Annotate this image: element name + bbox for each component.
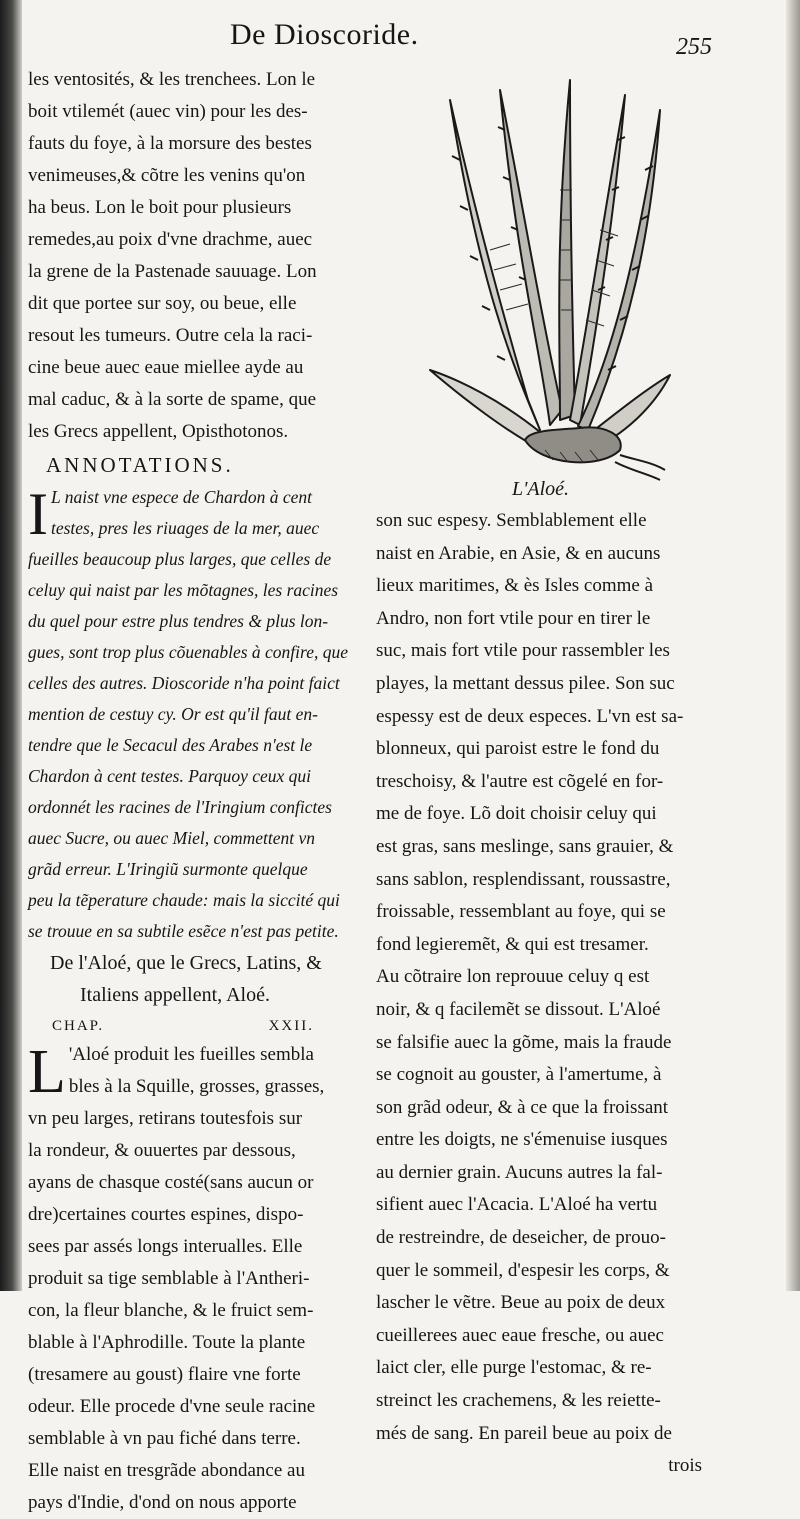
text-line: lieux maritimes, & ès Isles comme à [376, 575, 654, 597]
text-line: les Grecs appellent, Opisthotonos. [28, 421, 289, 442]
text-line: playes, la mettant dessus pilee. Son suc [376, 672, 675, 694]
text-line: au dernier grain. Aucuns autres la fal- [376, 1161, 663, 1183]
text-line: suc, mais fort vtile pour rassembler les [376, 640, 670, 662]
annotation-line: tendre que le Secacul des Arabes n'est le [28, 735, 313, 755]
text-line: odeur. Elle procede d'vne seule racine [28, 1396, 316, 1417]
chapter-number-line [28, 1011, 362, 1039]
text-line: les ventosités, & les trenchees. Lon le [28, 69, 316, 90]
annotation-line: auec Sucre, ou auec Miel, commettent vn [28, 828, 316, 848]
text-line: Au cõtraire lon reprouue celuy q est [376, 966, 650, 988]
text-line: laict cler, elle purge l'estomac, & re- [376, 1357, 652, 1379]
left-column [28, 64, 362, 1519]
text-line: sans sablon, resplendissant, roussastre, [376, 868, 671, 890]
text-line: froissable, ressemblant au foye, qui se [376, 901, 666, 923]
text-line: més de sang. En pareil beue au poix de [376, 1422, 672, 1444]
text-line: remedes,au poix d'vne drachme, auec [28, 229, 313, 250]
annotation-line: Chardon à cent testes. Parquoy ceux qui [28, 766, 312, 786]
book-gutter-shadow [0, 0, 22, 1291]
text-line: blonneux, qui paroist estre le fond du [376, 738, 660, 760]
chapter-paragraph [28, 1039, 362, 1519]
text-line: resout les tumeurs. Outre cela la raci- [28, 325, 313, 346]
text-line: sees par assés longs interualles. Elle [28, 1236, 303, 1257]
annotation-line: mention de cestuy cy. Or est qu'il faut en- [28, 704, 318, 724]
annotation-line: L naist vne espece de Chardon à cent [50, 487, 312, 507]
text-line: treschoisy, & l'autre est cõgelé en for- [376, 770, 664, 792]
text-line: fond legieremẽt, & qui est tresamer. [376, 933, 649, 955]
text-line: entre les doigts, ne s'émenuise iusques [376, 1129, 668, 1151]
text-line: ayans de chasque costé(sans aucun or [28, 1172, 314, 1193]
text-line: streinct les crachemens, & les reiette- [376, 1390, 661, 1412]
drop-capital: L [28, 1038, 66, 1106]
annotations-heading: ANNOTATIONS. [46, 453, 234, 477]
chapter-title-line: Italiens appellent, Aloé. [80, 984, 270, 1006]
page-number: 255 [676, 34, 712, 60]
text-line: de restreindre, de deseicher, de prouo- [376, 1227, 666, 1249]
annotation-line: se trouue en sa subtile esẽce n'est pas petite. [28, 921, 339, 941]
drop-capital: I [28, 481, 48, 547]
text-line: me de foye. Lõ doit choisir celuy qui [376, 803, 657, 825]
illustration-caption: L'Aloé. [512, 478, 570, 500]
text-line: mal caduc, & à la sorte de spame, que [28, 389, 317, 410]
annotation-line: gues, sont trop plus cõuenables à confire, que [28, 642, 348, 662]
text-line: quer le sommeil, d'espesir les corps, & [376, 1259, 670, 1281]
text-line: con, la fleur blanche, & le fruict sem- [28, 1300, 314, 1321]
text-line: sifient auec l'Acacia. L'Aloé ha vertu [376, 1194, 658, 1216]
text-line: fauts du foye, à la morsure des bestes [28, 133, 312, 154]
text-line: Elle naist en tresgrãde abondance au [28, 1460, 305, 1481]
right-column [376, 505, 722, 1483]
text-line: pays d'Indie, d'ond on nous apporte [28, 1492, 297, 1513]
text-line: dre)certaines courtes espines, dispo- [28, 1204, 304, 1225]
text-line: ha beus. Lon le boit pour plusieurs [28, 197, 292, 218]
annotation-line: celuy qui naist par les mõtagnes, les racines [28, 580, 339, 600]
text-line: blable à l'Aphrodille. Toute la plante [28, 1332, 306, 1353]
text-line: Andro, non fort vtile pour en tirer le [376, 607, 651, 629]
chapter-title-line: De l'Aloé, que le Grecs, Latins, & [50, 952, 322, 974]
aloe-plant-woodcut-icon [420, 70, 690, 490]
text-line: venimeuses,& cõtre les venins qu'on [28, 165, 306, 186]
chapter-number: XXII. [268, 1018, 314, 1034]
text-line: vn peu larges, retirans toutesfois sur [28, 1108, 303, 1129]
text-line: semblable à vn pau fiché dans terre. [28, 1428, 301, 1449]
annotation-line: testes, pres les riuages de la mer, auec [50, 518, 320, 538]
text-line: (tresamere au goust) flaire vne forte [28, 1364, 301, 1385]
text-line: boit vtilemét (auec vin) pour les des- [28, 101, 308, 122]
running-header-title: De Dioscoride. [230, 18, 419, 51]
annotation-paragraph [28, 482, 362, 947]
page-edge [786, 0, 800, 1291]
text-line: lascher le vẽtre. Beue au poix de deux [376, 1292, 666, 1314]
annotation-line: peu la tẽperature chaude: mais la siccité qui [28, 890, 340, 910]
text-line: 'Aloé produit les fueilles sembla [68, 1044, 314, 1065]
text-line: cueillerees auec eaue fresche, ou auec [376, 1324, 664, 1346]
text-line: la grene de la Pastenade sauuage. Lon [28, 261, 317, 282]
annotation-line: celles des autres. Dioscoride n'ha point faict [28, 673, 340, 693]
text-line: la rondeur, & ouuertes par dessous, [28, 1140, 296, 1161]
text-line: est gras, sans meslinge, sans grauier, & [376, 835, 674, 857]
annotation-line: ordonnét les racines de l'Iringium confictes [28, 797, 332, 817]
text-line: se cognoit au gouster, à l'amertume, à [376, 1064, 662, 1086]
text-line: espessy est de deux especes. L'vn est sa- [376, 705, 684, 727]
text-line: produit sa tige semblable à l'Antheri- [28, 1268, 310, 1289]
text-line: se falsifie auec la gõme, mais la fraude [376, 1031, 672, 1053]
text-line: noir, & q facilemẽt se dissout. L'Aloé [376, 998, 661, 1020]
catchword: trois [668, 1455, 702, 1477]
text-line: cine beue auec eaue miellee ayde au [28, 357, 304, 378]
annotation-line: fueilles beaucoup plus larges, que celles de [28, 549, 332, 569]
annotation-line: du quel pour estre plus tendres & plus lon- [28, 611, 329, 631]
text-line: son grãd odeur, & à ce que la froissant [376, 1096, 669, 1118]
text-line: bles à la Squille, grosses, grasses, [68, 1076, 325, 1097]
chapter-label: CHAP. [52, 1018, 105, 1034]
annotation-line: grãd erreur. L'Iringiũ surmonte quelque [28, 859, 308, 879]
text-line: son suc espesy. Semblablement elle [376, 510, 647, 531]
text-line: naist en Arabie, en Asie, & en aucuns [376, 542, 661, 564]
text-line: dit que portee sur soy, ou beue, elle [28, 293, 297, 314]
